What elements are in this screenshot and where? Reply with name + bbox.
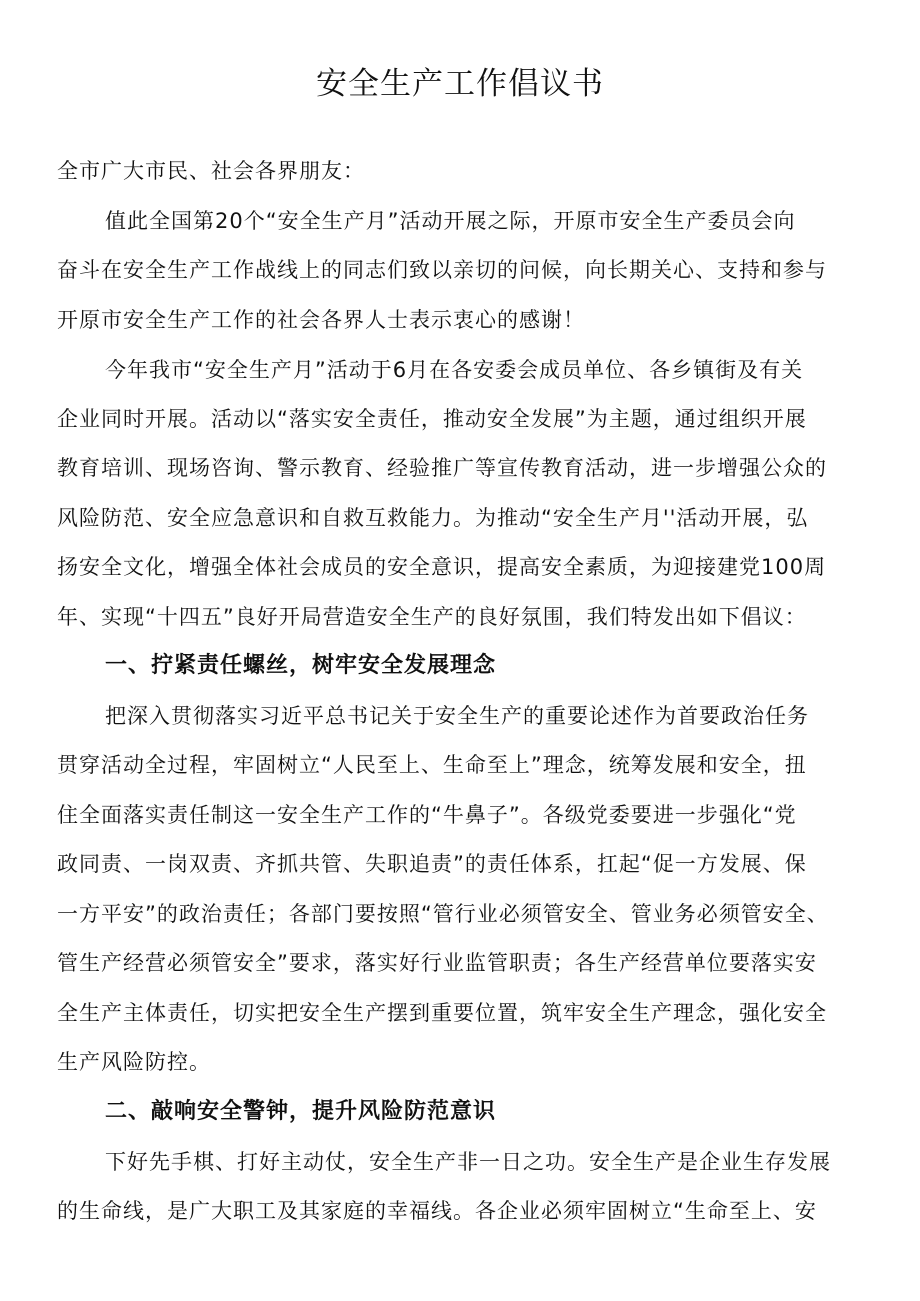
paragraph-3-line-4: 政同责、一岗双责、齐抓共管、失职追责”的责任体系，扛起“促一方发展、保	[57, 852, 807, 876]
paragraph-2-line-4: 风险防范、安全应急意识和自救互救能力。为推动“安全生产月''活动开展，弘	[57, 506, 809, 530]
paragraph-2-line-3: 教育培训、现场咨询、警示教育、经验推广等宣传教育活动，进一步增强公众的	[57, 456, 827, 480]
salutation: 全市广大市民、社会各界朋友：	[57, 159, 365, 183]
paragraph-3-line-1: 把深入贯彻落实习近平总书记关于安全生产的重要论述作为首要政治任务	[105, 704, 809, 728]
paragraph-2-line-1: 今年我市“安全生产月”活动于6月在各安委会成员单位、各乡镇街及有关	[105, 358, 804, 382]
paragraph-3-line-8: 生产风险防控。	[57, 1050, 211, 1074]
paragraph-3-line-3: 住全面落实责任制这一安全生产工作的“牛鼻子”。各级党委要进一步强化“党	[57, 803, 797, 827]
paragraph-1-line-1: 值此全国第20个“安全生产月”活动开展之际，开原市安全生产委员会向	[105, 209, 796, 233]
paragraph-2-line-5: 扬安全文化，增强全体社会成员的安全意识，提高安全素质，为迎接建党100周	[57, 555, 827, 579]
paragraph-4-line-2: 的生命线，是广大职工及其家庭的幸福线。各企业必须牢固树立“生命至上、安	[57, 1199, 817, 1223]
page-title: 安全生产工作倡议书	[316, 66, 604, 102]
paragraph-3-line-7: 全生产主体责任，切实把安全生产摆到重要位置，筑牢安全生产理念，强化安全	[57, 1001, 827, 1025]
paragraph-2-line-2: 企业同时开展。活动以“落实安全责任，推动安全发展”为主题，通过组织开展	[57, 407, 807, 431]
paragraph-4-line-1: 下好先手棋、打好主动仗，安全生产非一日之功。安全生产是企业生存发展	[105, 1150, 831, 1174]
section-heading-1: 一、拧紧责任螺丝，树牢安全发展理念	[105, 653, 497, 678]
paragraph-3-line-2: 贯穿活动全过程，牢固树立“人民至上、生命至上”理念，统筹发展和安全，扭	[57, 753, 807, 777]
paragraph-1-line-2: 奋斗在安全生产工作战线上的同志们致以亲切的问候，向长期关心、支持和参与	[57, 258, 827, 282]
paragraph-1-line-3: 开原市安全生产工作的社会各界人士表示衷心的感谢！	[57, 308, 585, 332]
section-heading-2: 二、敲响安全警钟，提升风险防范意识	[105, 1099, 497, 1124]
paragraph-2-line-6: 年、实现“十四五”良好开局营造安全生产的良好氛围，我们特发出如下倡议：	[57, 605, 807, 629]
paragraph-3-line-5: 一方平安”的政治责任；各部门要按照“管行业必须管安全、管业务必须管安全、	[57, 902, 829, 926]
paragraph-3-line-6: 管生产经营必须管安全”要求，落实好行业监管职责；各生产经营单位要落实安	[57, 951, 817, 975]
